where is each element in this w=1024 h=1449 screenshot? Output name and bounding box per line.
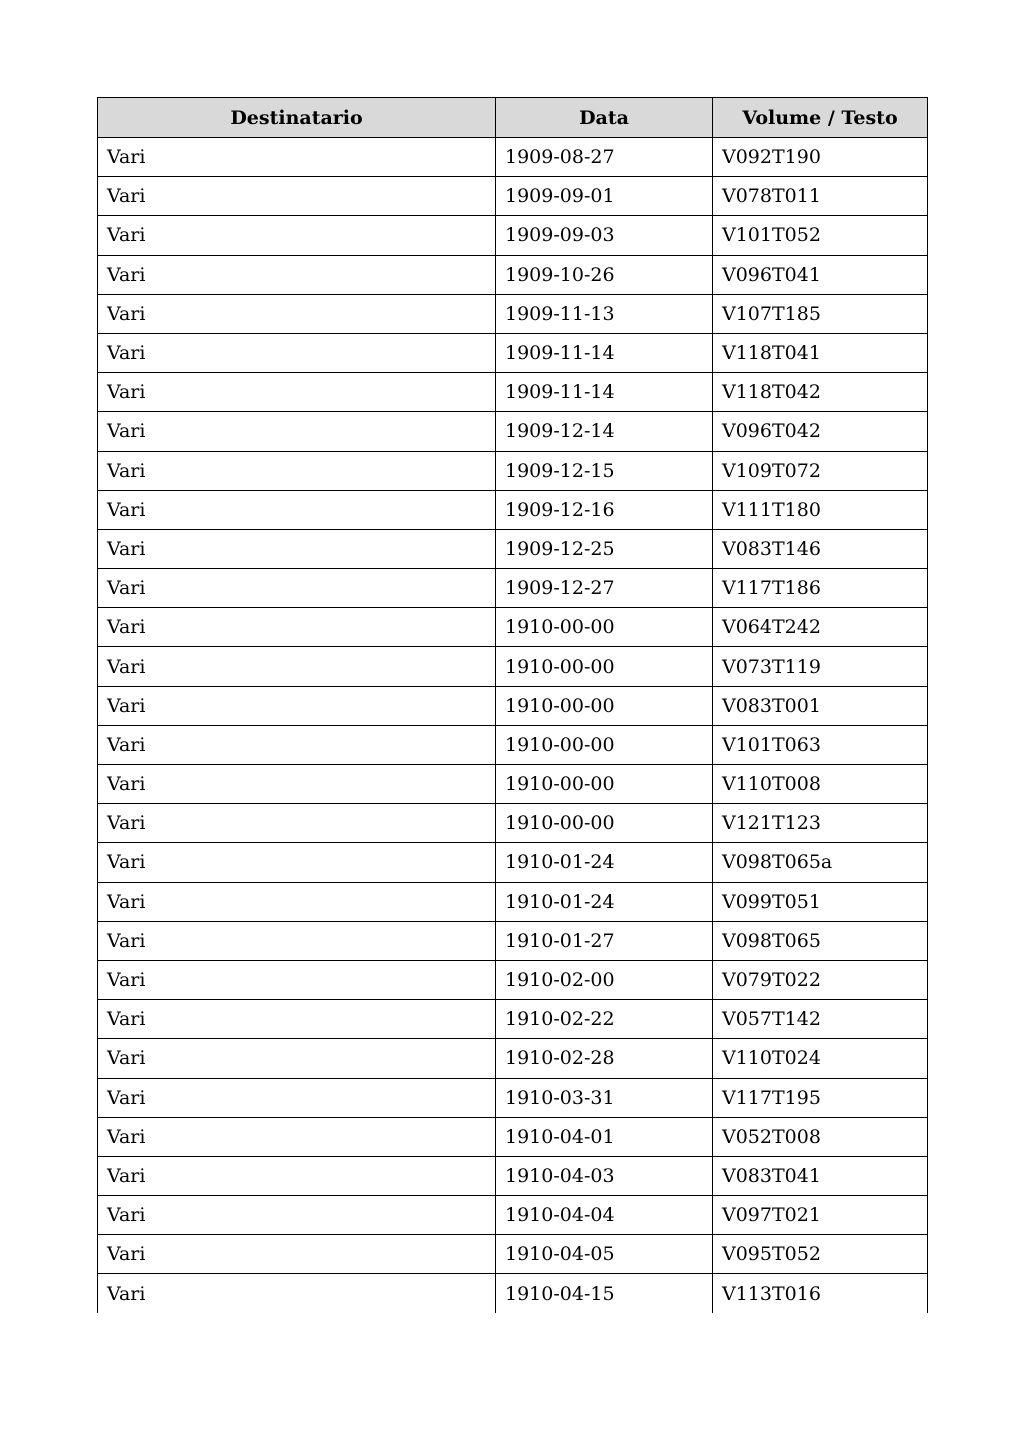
cell-data: 1910-04-04 — [496, 1196, 713, 1235]
cell-volume-testo: V083T146 — [713, 529, 928, 568]
cell-destinatario: Vari — [98, 216, 496, 255]
cell-destinatario: Vari — [98, 804, 496, 843]
cell-data: 1909-08-27 — [496, 138, 713, 177]
cell-destinatario: Vari — [98, 1156, 496, 1195]
table-row — [98, 1117, 928, 1156]
cell-data: 1910-02-22 — [496, 1000, 713, 1039]
header-volume-testo: Volume / Testo — [713, 98, 928, 138]
cell-destinatario: Vari — [98, 608, 496, 647]
cell-data: 1910-02-28 — [496, 1039, 713, 1078]
table-row — [98, 333, 928, 372]
cell-data: 1910-00-00 — [496, 765, 713, 804]
header-destinatario: Destinatario — [98, 98, 496, 138]
cell-volume-testo: V083T041 — [713, 1156, 928, 1195]
cell-data: 1910-01-24 — [496, 882, 713, 921]
cell-destinatario: Vari — [98, 843, 496, 882]
cell-data: 1909-12-16 — [496, 490, 713, 529]
table-row — [98, 1078, 928, 1117]
table-row — [98, 725, 928, 764]
table-row — [98, 1196, 928, 1235]
table-row — [98, 451, 928, 490]
cell-volume-testo: V057T142 — [713, 1000, 928, 1039]
cell-volume-testo: V110T008 — [713, 765, 928, 804]
cell-destinatario: Vari — [98, 490, 496, 529]
cell-destinatario: Vari — [98, 921, 496, 960]
cell-data: 1910-04-01 — [496, 1117, 713, 1156]
table-row — [98, 921, 928, 960]
cell-destinatario: Vari — [98, 177, 496, 216]
cell-volume-testo: V118T041 — [713, 333, 928, 372]
cell-data: 1909-11-13 — [496, 294, 713, 333]
cell-destinatario: Vari — [98, 686, 496, 725]
cell-volume-testo: V101T063 — [713, 725, 928, 764]
cell-destinatario: Vari — [98, 1274, 496, 1313]
table-row — [98, 1156, 928, 1195]
cell-destinatario: Vari — [98, 1117, 496, 1156]
cell-destinatario: Vari — [98, 960, 496, 999]
table-row — [98, 412, 928, 451]
letters-table — [97, 97, 928, 1313]
cell-volume-testo: V064T242 — [713, 608, 928, 647]
table-row — [98, 373, 928, 412]
cell-volume-testo: V095T052 — [713, 1235, 928, 1274]
table-row — [98, 177, 928, 216]
cell-volume-testo: V101T052 — [713, 216, 928, 255]
cell-volume-testo: V083T001 — [713, 686, 928, 725]
table-row — [98, 608, 928, 647]
table-row — [98, 1235, 928, 1274]
cell-destinatario: Vari — [98, 451, 496, 490]
cell-volume-testo: V073T119 — [713, 647, 928, 686]
cell-data: 1910-04-05 — [496, 1235, 713, 1274]
table-row — [98, 1039, 928, 1078]
table-row — [98, 255, 928, 294]
cell-data: 1909-12-15 — [496, 451, 713, 490]
table-row — [98, 804, 928, 843]
cell-destinatario: Vari — [98, 882, 496, 921]
cell-data: 1910-00-00 — [496, 608, 713, 647]
cell-volume-testo: V079T022 — [713, 960, 928, 999]
cell-destinatario: Vari — [98, 569, 496, 608]
table-row — [98, 1000, 928, 1039]
cell-volume-testo: V096T041 — [713, 255, 928, 294]
cell-volume-testo: V098T065a — [713, 843, 928, 882]
cell-destinatario: Vari — [98, 765, 496, 804]
cell-volume-testo: V078T011 — [713, 177, 928, 216]
cell-data: 1909-09-03 — [496, 216, 713, 255]
cell-destinatario: Vari — [98, 1039, 496, 1078]
cell-data: 1909-12-27 — [496, 569, 713, 608]
cell-data: 1910-04-15 — [496, 1274, 713, 1313]
table-row — [98, 960, 928, 999]
cell-destinatario: Vari — [98, 647, 496, 686]
table-row — [98, 686, 928, 725]
cell-data: 1910-01-27 — [496, 921, 713, 960]
cell-destinatario: Vari — [98, 1235, 496, 1274]
cell-destinatario: Vari — [98, 373, 496, 412]
cell-volume-testo: V118T042 — [713, 373, 928, 412]
table-row — [98, 216, 928, 255]
cell-volume-testo: V111T180 — [713, 490, 928, 529]
cell-data: 1909-09-01 — [496, 177, 713, 216]
cell-data: 1910-01-24 — [496, 843, 713, 882]
cell-volume-testo: V092T190 — [713, 138, 928, 177]
cell-data: 1910-03-31 — [496, 1078, 713, 1117]
cell-volume-testo: V097T021 — [713, 1196, 928, 1235]
cell-volume-testo: V117T195 — [713, 1078, 928, 1117]
table-row — [98, 294, 928, 333]
cell-volume-testo: V117T186 — [713, 569, 928, 608]
table-body — [98, 138, 928, 1314]
table-row — [98, 490, 928, 529]
cell-data: 1910-00-00 — [496, 804, 713, 843]
cell-data: 1910-04-03 — [496, 1156, 713, 1195]
cell-volume-testo: V121T123 — [713, 804, 928, 843]
cell-volume-testo: V113T016 — [713, 1274, 928, 1313]
cell-destinatario: Vari — [98, 529, 496, 568]
table-row — [98, 138, 928, 177]
cell-destinatario: Vari — [98, 725, 496, 764]
cell-destinatario: Vari — [98, 1078, 496, 1117]
cell-data: 1909-10-26 — [496, 255, 713, 294]
cell-data: 1910-00-00 — [496, 725, 713, 764]
cell-volume-testo: V110T024 — [713, 1039, 928, 1078]
cell-data: 1909-11-14 — [496, 333, 713, 372]
table-row — [98, 529, 928, 568]
table-row — [98, 843, 928, 882]
table-row — [98, 569, 928, 608]
cell-data: 1909-12-25 — [496, 529, 713, 568]
cell-data: 1909-11-14 — [496, 373, 713, 412]
table-row — [98, 1274, 928, 1313]
table-row — [98, 882, 928, 921]
table-row — [98, 647, 928, 686]
cell-volume-testo: V052T008 — [713, 1117, 928, 1156]
cell-data: 1909-12-14 — [496, 412, 713, 451]
cell-volume-testo: V107T185 — [713, 294, 928, 333]
cell-data: 1910-00-00 — [496, 647, 713, 686]
cell-volume-testo: V096T042 — [713, 412, 928, 451]
cell-destinatario: Vari — [98, 138, 496, 177]
cell-destinatario: Vari — [98, 255, 496, 294]
cell-volume-testo: V099T051 — [713, 882, 928, 921]
cell-volume-testo: V098T065 — [713, 921, 928, 960]
cell-destinatario: Vari — [98, 1196, 496, 1235]
cell-destinatario: Vari — [98, 333, 496, 372]
header-data: Data — [496, 98, 713, 138]
cell-volume-testo: V109T072 — [713, 451, 928, 490]
table-row — [98, 765, 928, 804]
cell-data: 1910-00-00 — [496, 686, 713, 725]
cell-data: 1910-02-00 — [496, 960, 713, 999]
cell-destinatario: Vari — [98, 412, 496, 451]
cell-destinatario: Vari — [98, 294, 496, 333]
cell-destinatario: Vari — [98, 1000, 496, 1039]
table-header-row — [98, 98, 928, 138]
